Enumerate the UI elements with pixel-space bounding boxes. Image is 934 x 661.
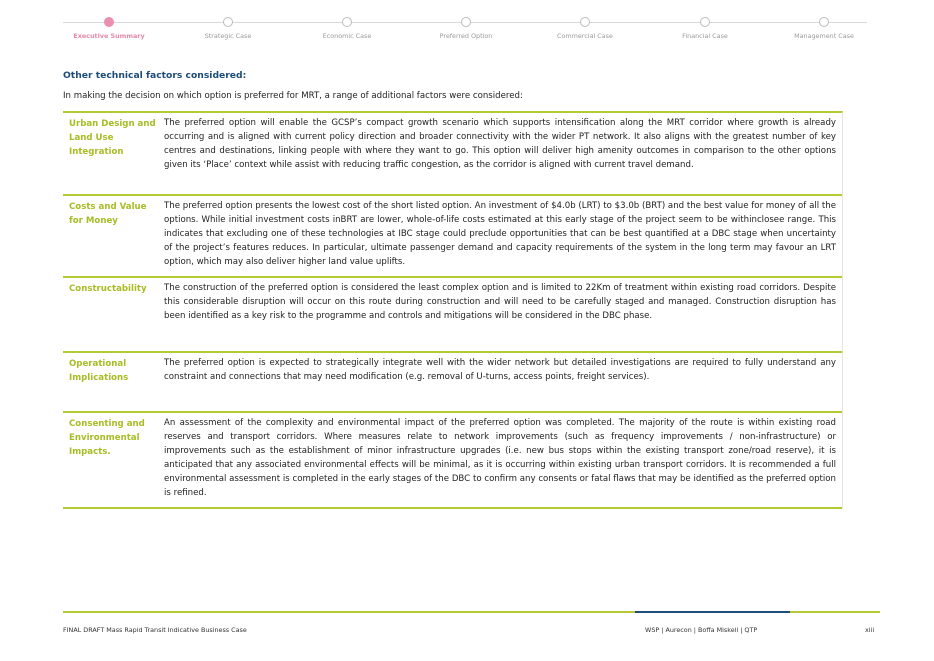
footer-rule-green-right	[790, 611, 880, 613]
factor-label: Costs and Value for Money	[69, 202, 147, 226]
step-dot-icon	[700, 17, 710, 27]
nav-step-preferred-option[interactable]	[406, 16, 526, 40]
factor-description: The preferred option is expected to strategically integrate well with the wider network but detailed investigations are required to fully understand any constraint and connections that may need modification (e.g. removal of U-turns, access points, freight services).	[164, 358, 836, 382]
factor-label: Constructability	[69, 284, 147, 294]
footer-document-title: FINAL DRAFT Mass Rapid Transit Indicative Business Case	[63, 626, 247, 634]
factor-label: Consenting and Environmental Impacts.	[69, 419, 145, 457]
footer-authors: WSP | Aurecon | Boffa Miskell | QTP	[645, 626, 758, 634]
step-dot-icon	[223, 17, 233, 27]
section-progress-nav	[63, 16, 867, 46]
step-dot-icon	[580, 17, 590, 27]
step-dot-icon	[819, 17, 829, 27]
step-dot-icon	[461, 17, 471, 27]
table-row-constructability	[63, 278, 842, 353]
factor-description: The construction of the preferred option is considered the least complex option and is limited to 22Km of treatment within existing road corridors. Despite this considerable disruption will occur on this route during construction and will need to be carefully staged and managed. Construction disruption has been identified as a key risk to the programme and controls and mitigations will be considered in the DBC phase.	[164, 283, 836, 321]
factor-label: Urban Design and Land Use Integration	[69, 119, 156, 157]
section-intro: In making the decision on which option is preferred for MRT, a range of additional factors were considered:	[63, 91, 523, 101]
nav-step-commercial-case[interactable]	[525, 16, 645, 40]
active-step-dot-icon	[104, 17, 114, 27]
nav-step-label: Management Case	[794, 32, 854, 40]
table-row-consenting	[63, 413, 842, 509]
section-heading: Other technical factors considered:	[63, 70, 247, 81]
nav-step-management-case[interactable]	[764, 16, 884, 40]
table-row-operational	[63, 353, 842, 413]
step-dot-icon	[342, 17, 352, 27]
factor-description: The preferred option will enable the GCSP’s compact growth scenario which supports intensification along the MRT corridor where growth is already occurring and is aligned with current policy direction and broader connectivity with the wider PT network. It also aligns with the greatest number of key centres and destinations, linking people with where they want to go. This option will deliver high amenity outcomes in comparison to the other options given its ‘Place’ context while assist with reducing traffic congestion, as the corridor is aligned with current travel demand.	[164, 118, 836, 170]
nav-step-label: Preferred Option	[439, 32, 493, 40]
factor-description: An assessment of the complexity and environmental impact of the preferred option was completed. The majority of the route is within existing road reserves and transport corridors. Where measures relate to network improvements (such as frequency improvements / non-infrastructure) or improvements such as the establishment of minor infrastructure upgrades (i.e. new bus stops within the existing transport zone/road reserve), it is anticipated that any associated environmental effects will be minimal, as it is occurring within existing urban transport corridors. It is recommended a full environmental assessment is completed in the early stages of the DBC to confirm any consents or fatal flaws that may be identified as the preferred option is refined.	[164, 418, 836, 498]
factor-label: Operational Implications	[69, 359, 129, 383]
nav-step-financial-case[interactable]	[645, 16, 765, 40]
nav-step-executive-summary[interactable]	[49, 16, 169, 40]
technical-factors-table	[63, 111, 843, 509]
nav-step-label: Economic Case	[322, 32, 372, 40]
nav-step-label: Commercial Case	[557, 32, 613, 40]
nav-step-label: Financial Case	[682, 32, 728, 40]
nav-step-label: Executive Summary	[73, 32, 145, 40]
factor-description: The preferred option presents the lowest cost of the short listed option. An investment of $4.0b (LRT) to $3.0b (BRT) and the best value for money of all the options. While initial investment costs inBRT are lower, whole-of-life costs estimated at this early stage of the project seem to be withinclosee range. This indicates that excluding one of these technologies at IBC stage could preclude opportunities that can be best quantified at a DBC stage when uncertainty of the project’s features reduces. In particular, ultimate passenger demand and capacity requirements of the system in the long term may favour an LRT option, which may also deliver higher land value uplifts.	[164, 201, 836, 267]
footer-rule-blue	[635, 611, 790, 613]
footer-rule-green	[63, 611, 635, 613]
table-row-costs-value	[63, 196, 842, 278]
nav-step-economic-case[interactable]	[287, 16, 407, 40]
nav-step-label: Strategic Case	[204, 32, 252, 40]
table-row-urban-design	[63, 113, 842, 196]
page-number: xiii	[865, 626, 875, 634]
nav-step-strategic-case[interactable]	[168, 16, 288, 40]
